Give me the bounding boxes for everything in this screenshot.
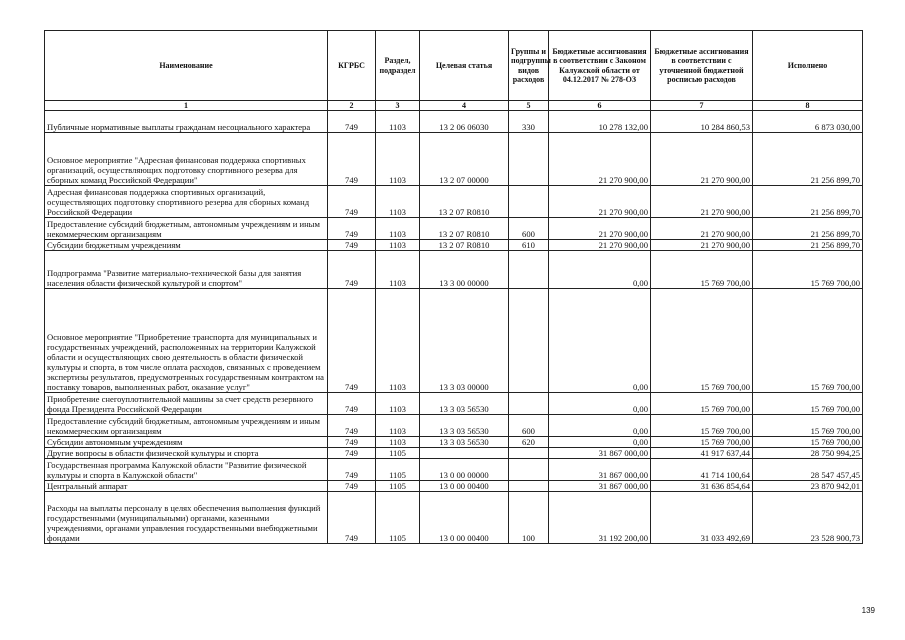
row-refined: 21 270 900,00 xyxy=(651,133,753,186)
header-refined: Бюджетные ассигнования в соответствии с уточненной бюджетной росписью расходов xyxy=(651,31,753,101)
row-refined: 15 769 700,00 xyxy=(651,437,753,448)
row-group xyxy=(509,186,549,218)
row-target: 13 2 07 R0810 xyxy=(420,186,509,218)
row-target: 13 2 07 R0810 xyxy=(420,218,509,240)
row-name: Субсидии автономным учреждениям xyxy=(45,437,328,448)
row-name: Центральный аппарат xyxy=(45,481,328,492)
column-number: 4 xyxy=(420,101,509,111)
table-row xyxy=(45,459,863,481)
table-row xyxy=(45,393,863,415)
row-refined: 21 270 900,00 xyxy=(651,240,753,251)
table-row xyxy=(45,437,863,448)
row-executed: 15 769 700,00 xyxy=(753,393,863,415)
row-executed: 21 256 899,70 xyxy=(753,133,863,186)
row-kgrbs: 749 xyxy=(328,133,376,186)
row-law: 31 867 000,00 xyxy=(549,459,651,481)
row-law: 21 270 900,00 xyxy=(549,240,651,251)
row-refined: 15 769 700,00 xyxy=(651,251,753,289)
row-law: 0,00 xyxy=(549,415,651,437)
table-row xyxy=(45,240,863,251)
row-refined: 15 769 700,00 xyxy=(651,289,753,393)
row-executed: 23 870 942,01 xyxy=(753,481,863,492)
row-group xyxy=(509,133,549,186)
row-kgrbs: 749 xyxy=(328,240,376,251)
row-section: 1103 xyxy=(376,218,420,240)
row-target: 13 3 03 00000 xyxy=(420,289,509,393)
row-section: 1103 xyxy=(376,437,420,448)
row-executed: 15 769 700,00 xyxy=(753,289,863,393)
row-executed: 28 750 994,25 xyxy=(753,448,863,459)
row-kgrbs: 749 xyxy=(328,186,376,218)
column-number: 6 xyxy=(549,101,651,111)
row-law: 0,00 xyxy=(549,289,651,393)
row-refined: 15 769 700,00 xyxy=(651,415,753,437)
table-row xyxy=(45,186,863,218)
row-name: Расходы на выплаты персоналу в целях обеспечения выполнения функций государственными (муниципальными) органами, казенными учреждениями, органами управления государственными внебюджетными фондами xyxy=(45,492,328,544)
row-executed: 23 528 900,73 xyxy=(753,492,863,544)
row-section: 1103 xyxy=(376,133,420,186)
row-law: 0,00 xyxy=(549,251,651,289)
column-number: 7 xyxy=(651,101,753,111)
header-group: Группы и подгруппы видов расходов xyxy=(509,31,549,101)
row-kgrbs: 749 xyxy=(328,393,376,415)
row-name: Подпрограмма "Развитие материально-технической базы для занятия населения области физической культурой и спортом" xyxy=(45,251,328,289)
row-name: Государственная программа Калужской области "Развитие физической культуры и спорта в Калужской области" xyxy=(45,459,328,481)
row-target: 13 3 00 00000 xyxy=(420,251,509,289)
table-row xyxy=(45,218,863,240)
row-group: 600 xyxy=(509,218,549,240)
row-refined: 31 033 492,69 xyxy=(651,492,753,544)
table-row xyxy=(45,492,863,544)
header-executed: Исполнено xyxy=(753,31,863,101)
column-number: 1 xyxy=(45,101,328,111)
row-target: 13 2 07 R0810 xyxy=(420,240,509,251)
row-section: 1103 xyxy=(376,186,420,218)
table-header-row xyxy=(45,31,863,101)
row-name: Другие вопросы в области физической культуры и спорта xyxy=(45,448,328,459)
row-target: 13 0 00 00400 xyxy=(420,481,509,492)
row-kgrbs: 749 xyxy=(328,289,376,393)
table-row xyxy=(45,415,863,437)
row-refined: 31 636 854,64 xyxy=(651,481,753,492)
table-row xyxy=(45,481,863,492)
row-kgrbs: 749 xyxy=(328,492,376,544)
row-kgrbs: 749 xyxy=(328,111,376,133)
row-kgrbs: 749 xyxy=(328,251,376,289)
row-group xyxy=(509,251,549,289)
row-section: 1103 xyxy=(376,111,420,133)
row-kgrbs: 749 xyxy=(328,459,376,481)
table-row xyxy=(45,133,863,186)
row-name: Предоставление субсидий бюджетным, автономным учреждениям и иным некоммерческим организациям xyxy=(45,218,328,240)
row-group xyxy=(509,481,549,492)
row-law: 21 270 900,00 xyxy=(549,133,651,186)
column-number-row xyxy=(45,101,863,111)
row-refined: 21 270 900,00 xyxy=(651,218,753,240)
header-target: Целевая статья xyxy=(420,31,509,101)
row-name: Предоставление субсидий бюджетным, автономным учреждениям и иным некоммерческим организациям xyxy=(45,415,328,437)
row-law: 0,00 xyxy=(549,437,651,448)
row-kgrbs: 749 xyxy=(328,481,376,492)
row-refined: 41 714 100,64 xyxy=(651,459,753,481)
row-law: 31 867 000,00 xyxy=(549,481,651,492)
row-target: 13 0 00 00000 xyxy=(420,459,509,481)
row-section: 1105 xyxy=(376,448,420,459)
row-law: 31 867 000,00 xyxy=(549,448,651,459)
row-group: 620 xyxy=(509,437,549,448)
column-number: 8 xyxy=(753,101,863,111)
table-row xyxy=(45,448,863,459)
table-row xyxy=(45,111,863,133)
column-number: 2 xyxy=(328,101,376,111)
row-kgrbs: 749 xyxy=(328,448,376,459)
row-executed: 21 256 899,70 xyxy=(753,240,863,251)
row-section: 1103 xyxy=(376,251,420,289)
row-section: 1103 xyxy=(376,240,420,251)
row-group xyxy=(509,459,549,481)
row-refined: 15 769 700,00 xyxy=(651,393,753,415)
row-name: Субсидии бюджетным учреждениям xyxy=(45,240,328,251)
row-executed: 6 873 030,00 xyxy=(753,111,863,133)
row-executed: 28 547 457,45 xyxy=(753,459,863,481)
row-group xyxy=(509,393,549,415)
row-name: Приобретение снегоуплотнительной машины за счет средств резервного фонда Президента Российской Федерации xyxy=(45,393,328,415)
row-executed: 15 769 700,00 xyxy=(753,437,863,448)
row-kgrbs: 749 xyxy=(328,218,376,240)
table-row xyxy=(45,289,863,393)
row-executed: 15 769 700,00 xyxy=(753,415,863,437)
row-law: 21 270 900,00 xyxy=(549,218,651,240)
row-executed: 21 256 899,70 xyxy=(753,186,863,218)
row-group: 330 xyxy=(509,111,549,133)
row-name: Основное мероприятие "Приобретение транспорта для муниципальных и государственных учреждений, расположенных на территории Калужской области и осуществляющих свою деятельность в области физической культуры и спорта, в том числе оплата расходов, связанных с проведением экспертизы результатов, предусмотренных государственным контрактом на поставку товаров, выполненных работ, оказание услуг" xyxy=(45,289,328,393)
row-executed: 21 256 899,70 xyxy=(753,218,863,240)
table-row xyxy=(45,251,863,289)
row-target: 13 3 03 56530 xyxy=(420,415,509,437)
row-refined: 10 284 860,53 xyxy=(651,111,753,133)
row-target: 13 2 07 00000 xyxy=(420,133,509,186)
header-law: Бюджетные ассигнования в соответствии с Законом Калужской области от 04.12.2017 № 278-ОЗ xyxy=(549,31,651,101)
budget-execution-table xyxy=(44,30,863,544)
row-group xyxy=(509,289,549,393)
column-number: 5 xyxy=(509,101,549,111)
row-law: 21 270 900,00 xyxy=(549,186,651,218)
column-number: 3 xyxy=(376,101,420,111)
row-target: 13 3 03 56530 xyxy=(420,393,509,415)
row-section: 1105 xyxy=(376,481,420,492)
header-section: Раздел, подраздел xyxy=(376,31,420,101)
row-name: Публичные нормативные выплаты гражданам несоциального характера xyxy=(45,111,328,133)
row-section: 1103 xyxy=(376,415,420,437)
row-kgrbs: 749 xyxy=(328,415,376,437)
row-section: 1105 xyxy=(376,459,420,481)
row-law: 31 192 200,00 xyxy=(549,492,651,544)
row-name: Адресная финансовая поддержка спортивных организаций, осуществляющих подготовку спортивного резерва для сборных команд Российской Федерации xyxy=(45,186,328,218)
row-law: 10 278 132,00 xyxy=(549,111,651,133)
row-name: Основное мероприятие "Адресная финансовая поддержка спортивных организаций, осуществляющих подготовку спортивного резерва для сборных команд Российской Федерации" xyxy=(45,133,328,186)
row-group: 610 xyxy=(509,240,549,251)
row-kgrbs: 749 xyxy=(328,437,376,448)
row-section: 1103 xyxy=(376,393,420,415)
row-section: 1105 xyxy=(376,492,420,544)
row-target: 13 2 06 06030 xyxy=(420,111,509,133)
row-target: 13 0 00 00400 xyxy=(420,492,509,544)
page-number: 139 xyxy=(861,606,875,615)
row-target: 13 3 03 56530 xyxy=(420,437,509,448)
header-kgrbs: КГРБС xyxy=(328,31,376,101)
row-section: 1103 xyxy=(376,289,420,393)
row-group xyxy=(509,448,549,459)
row-executed: 15 769 700,00 xyxy=(753,251,863,289)
row-refined: 21 270 900,00 xyxy=(651,186,753,218)
row-group: 600 xyxy=(509,415,549,437)
row-refined: 41 917 637,44 xyxy=(651,448,753,459)
row-law: 0,00 xyxy=(549,393,651,415)
row-target xyxy=(420,448,509,459)
row-group: 100 xyxy=(509,492,549,544)
header-name: Наименование xyxy=(45,31,328,101)
